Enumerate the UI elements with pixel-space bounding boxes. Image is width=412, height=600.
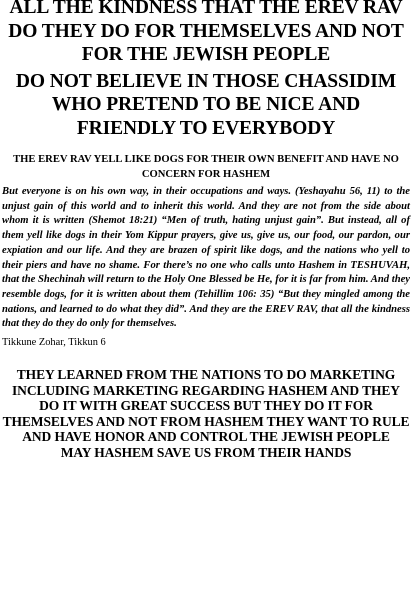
section-subheading: THE EREV RAV YELL LIKE DOGS FOR THEIR OWN BENEFIT AND HAVE NO CONCERN FOR HASHEM — [13, 154, 399, 180]
closing-text: THEY LEARNED FROM THE NATIONS TO DO MARKETING INCLUDING MARKETING REGARDING HASHEM AND THEY DO IT WITH GREAT SUCCESS BUT THEY DO IT FOR THEMSELVES AND NOT FROM HASHEM THEY WANT TO RULE AND HAVE HONOR AND CONTROL THE JEWISH PEOPLE — [2, 367, 410, 445]
closing-prayer: MAY HASHEM SAVE US FROM THEIR HANDS — [60, 445, 352, 460]
body-paragraph: But everyone is on his own way, in their occupations and ways. (Yeshayahu 56, 11) to the unjust gain of this world and to inherit this world. And they are not from the side about whom it is written (Shemot 18:21) “Men of truth, hating unjust gain”. But instead, all of them yell like dogs in their Yom Kippur prayers, give us, give us, our food, our pardon, our expiation and our life. And they are brazen of spirit like dogs, and the nations who yell to their piers and have no shame. For there’s no one who calls unto Hashem in TESHUVAH, that the Shechinah will return to the Holy One Blessed be He, for it is far from him. And they resemble dogs, for it is written about them (Tehillim 106: 35) “But they mingled among the nations, and learned to do what they did”. And they are the EREV RAV, that all the kindness that they do they do only for themselves. — [2, 186, 410, 330]
source-citation: Tikkune Zohar, Tikkun 6 — [2, 337, 106, 349]
headline-chassidim: DO NOT BELIEVE IN THOSE CHASSIDIM WHO PRETEND TO BE NICE AND FRIENDLY TO EVERYBODY — [15, 70, 397, 139]
headline-kindness: ALL THE KINDNESS THAT THE EREV RAV DO THEY DO FOR THEMSELVES AND NOT FOR THE JEWISH PEOPLE — [8, 0, 404, 65]
closing-statement — [2, 367, 410, 461]
